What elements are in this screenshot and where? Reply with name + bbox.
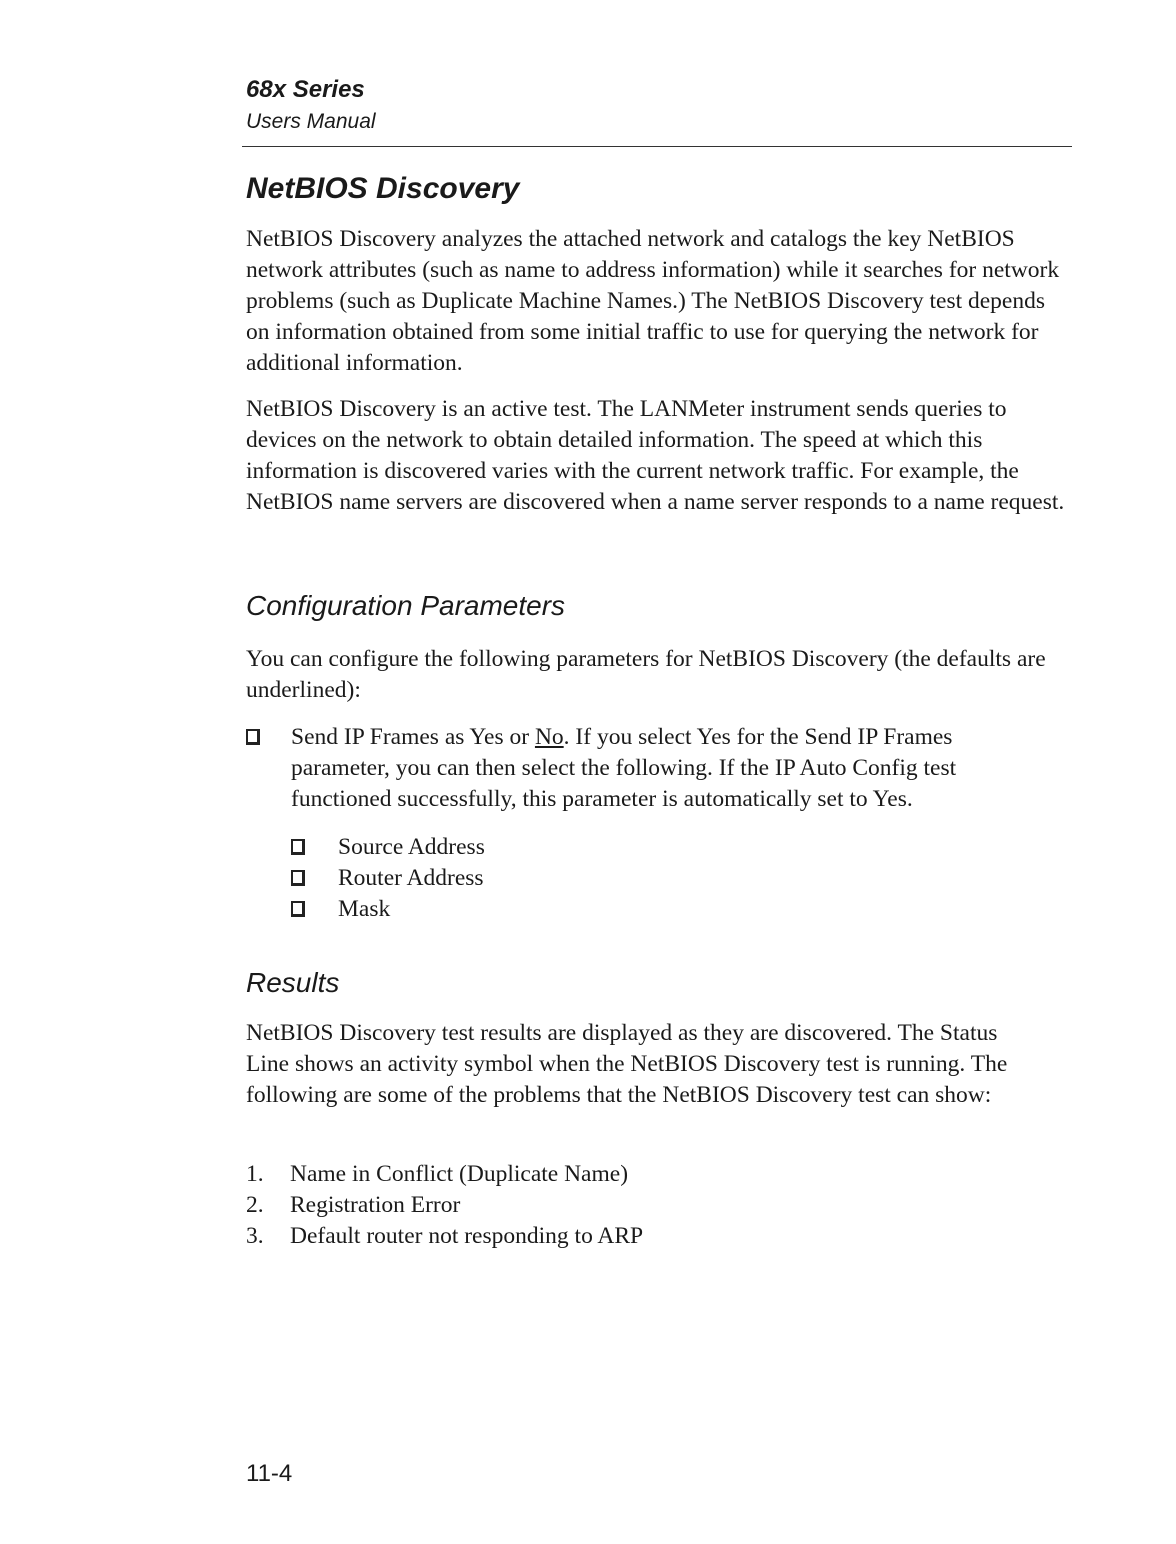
sub-item-label: Source Address [338, 834, 485, 860]
item-text: Registration Error [290, 1192, 461, 1218]
bullet-text-post: . If you select Yes for the Send IP Frames parameter, you can then select the following. If the IP Auto Config test functioned successfully, this parameter is automatically set to Yes. [291, 724, 957, 812]
config-heading: Configuration Parameters [246, 590, 566, 621]
results-list-item [246, 1221, 643, 1252]
page-number: 11-4 [246, 1460, 293, 1487]
page-title: NetBIOS Discovery [246, 172, 520, 205]
sub-item-label: Router Address [338, 865, 484, 891]
default-value: No [534, 724, 564, 750]
sub-item [291, 832, 485, 863]
intro-paragraph-1: NetBIOS Discovery analyzes the attached network and catalogs the key NetBIOS network attributes (such as name to address information) while it searches for network problems (such as Duplicate Machine Names.) The NetBIOS Discovery test depends on information obtained from some initial traffic to use for querying the network for additional information. [246, 226, 1060, 376]
item-text: Default router not responding to ARP [290, 1223, 644, 1249]
results-list-item [246, 1190, 460, 1221]
bullet-text-pre: Send IP Frames as Yes or [291, 724, 535, 750]
send-ip-frames-item [291, 722, 1051, 815]
item-number: 2. [246, 1192, 264, 1218]
sub-item-list [291, 832, 485, 925]
results-list-item [246, 1159, 628, 1190]
header-rule [242, 146, 1072, 147]
intro-paragraph-2: NetBIOS Discovery is an active test. The LANMeter instrument sends queries to devices on the network to obtain detailed information. The speed at which this information is discovered varies with the current network traffic. For example, the NetBIOS name servers are discovered when a name server responds to a name request. [246, 396, 1065, 515]
item-text: Name in Conflict (Duplicate Name) [290, 1161, 629, 1187]
item-number: 3. [246, 1223, 264, 1249]
header-manual: Users Manual [246, 110, 376, 133]
sub-item [291, 894, 485, 925]
checkbox-bullet-icon [291, 870, 305, 886]
results-paragraph: NetBIOS Discovery test results are displayed as they are discovered. The Status Line shows an activity symbol when the NetBIOS Discovery test is running. The following are some of the problems that the NetBIOS Discovery test can show: [246, 1020, 1008, 1108]
item-number: 1. [246, 1161, 264, 1187]
checkbox-bullet-icon [291, 839, 305, 855]
header-series: 68x Series [246, 76, 365, 103]
sub-item-label: Mask [338, 896, 391, 922]
config-intro: You can configure the following parameters for NetBIOS Discovery (the defaults are underlined): [246, 646, 1046, 703]
sub-item [291, 863, 485, 894]
checkbox-bullet-icon [291, 901, 305, 917]
results-heading: Results [246, 967, 340, 998]
checkbox-bullet-icon [246, 729, 260, 745]
